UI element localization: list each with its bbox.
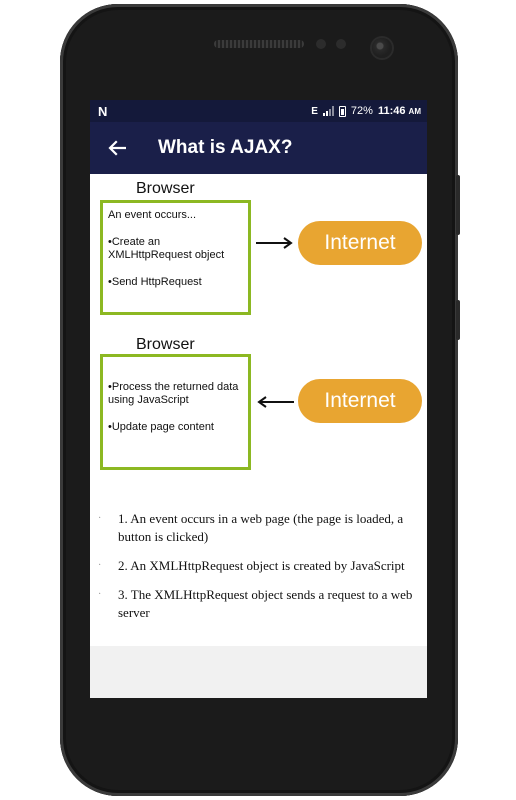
browser-box-top <box>100 200 251 315</box>
status-bar-right <box>311 105 421 117</box>
phone-screen <box>90 100 427 698</box>
browser-label-bottom: Browser <box>136 336 195 353</box>
battery-icon <box>339 106 346 117</box>
front-camera <box>372 38 392 58</box>
box-line: •Send HttpRequest <box>108 276 202 288</box>
browser-label-top: Browser <box>136 180 195 197</box>
box-line: •Update page content <box>108 421 214 433</box>
page-title: What is AJAX? <box>158 137 293 158</box>
clock-ampm: AM <box>408 107 421 116</box>
app-bar <box>90 122 427 174</box>
ajax-diagram <box>90 174 427 494</box>
earpiece-speaker <box>214 40 304 48</box>
scroll-footer <box>90 646 427 698</box>
step-text: 2. An XMLHttpRequest object is created by JavaScript <box>118 558 405 573</box>
internet-pill-top: Internet <box>298 221 422 265</box>
proximity-sensor <box>316 39 326 49</box>
signal-icon <box>323 106 334 116</box>
bullet-icon: · <box>98 589 102 600</box>
box-line: •Create an XMLHttpRequest object <box>108 236 225 261</box>
list-item <box>98 586 423 622</box>
status-bar <box>90 100 427 122</box>
list-item <box>98 510 423 546</box>
internet-pill-bottom: Internet <box>298 379 422 423</box>
volume-button <box>456 175 460 235</box>
step-text: 3. The XMLHttpRequest object sends a request to a web server <box>118 587 413 620</box>
arrow-back-icon <box>108 140 126 156</box>
back-button[interactable] <box>106 137 128 159</box>
clock <box>378 105 421 117</box>
bullet-icon: · <box>98 513 102 524</box>
power-button <box>456 300 460 340</box>
battery-percent: 72% <box>350 105 373 117</box>
content-area <box>90 174 427 648</box>
steps-list <box>98 510 423 633</box>
browser-box-bottom <box>100 354 251 470</box>
bullet-icon: · <box>98 560 102 571</box>
arrow-left-icon <box>256 396 294 408</box>
light-sensor <box>336 39 346 49</box>
step-text: 1. An event occurs in a web page (the page is loaded, a button is clicked) <box>118 511 404 544</box>
box-line: •Process the returned data using JavaScript <box>108 381 239 406</box>
notification-icon: N <box>98 103 108 119</box>
clock-time: 11:46 <box>377 105 406 117</box>
network-type: E <box>311 105 318 117</box>
list-item <box>98 557 423 575</box>
box-line: An event occurs... <box>108 209 197 221</box>
arrow-right-icon <box>256 237 294 249</box>
